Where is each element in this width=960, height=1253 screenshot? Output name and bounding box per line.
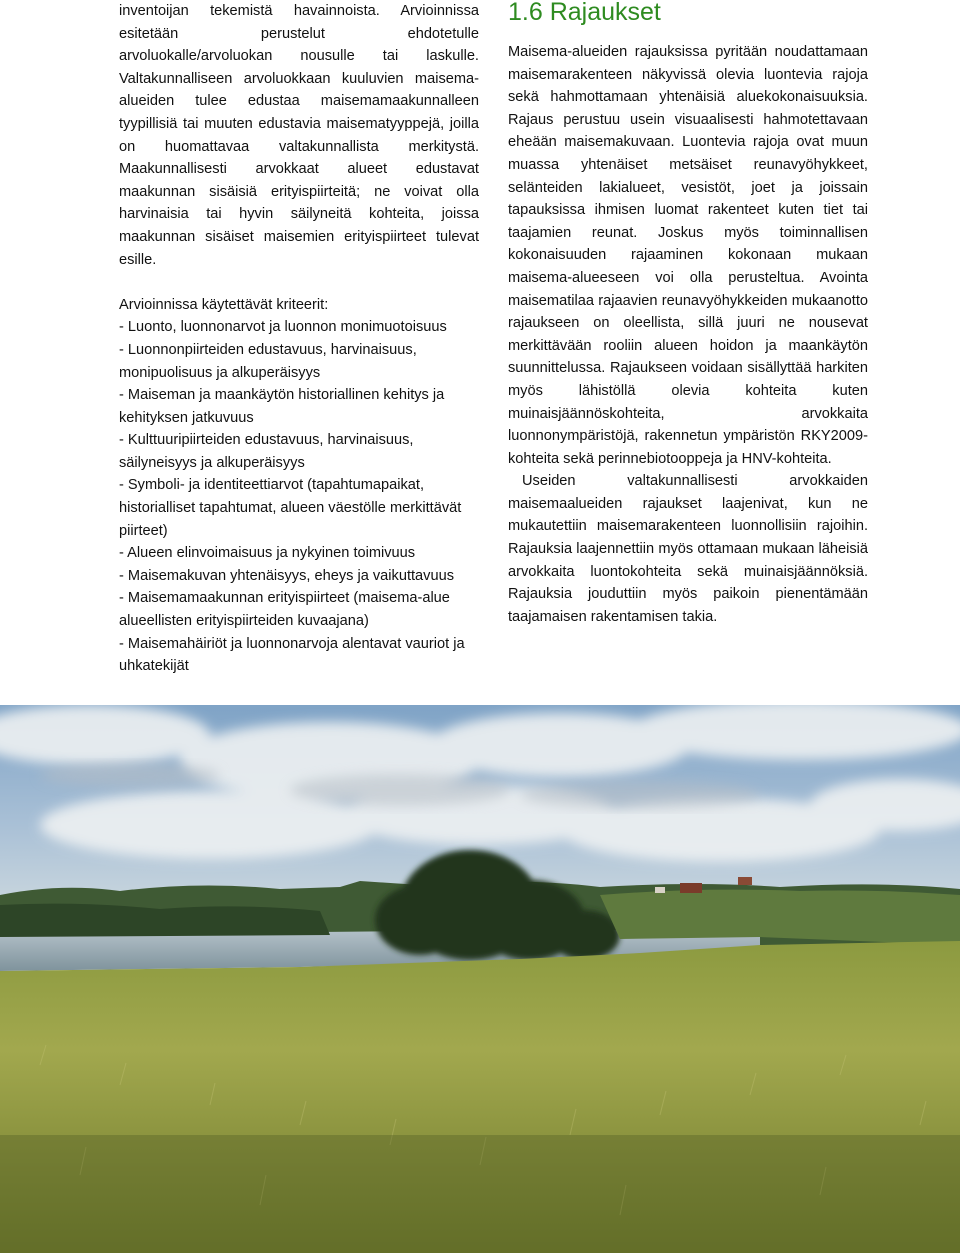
criteria-list	[119, 316, 479, 678]
boundaries-paragraph: Maisema-alueiden rajauksissa pyritään noudattamaan maisemarakenteen näkyvissä olevia luontevia rajoja sekä hahmottamaan yhtenäisiä aluekokonaisuuksia. Rajaus perustuu usein visuaalisesti hahmotettavaan eheään maisemakuvaan. Luontevia rajoja ovat muun muassa yhtenäiset metsäiset reunavyöhykkeet, selänteiden lakialueet, vesistöt, joet ja joissain tapauksissa ihmisen luomat rakenteet kuten tiet tai taajamien reunat. Joskus myös toiminnallisen kokonaisuuden rajaaminen kokonaan mukaan maisema-alueeseen voi olla perusteltua. Avointa maisematilaa rajaavien reunavyöhykkeiden mukaanotto rajaukseen on oleellista, sillä juuri ne nousevat merkittävään rooliin alueen hoidon ja maankäytön suunnittelussa. Rajaukseen voidaan sisällyttää harkiten myös lähistöllä olevia kohteita kuten muinaisjäännöskohteita, arvokkaita luonnonympäristöjä, rakennetun ympäristön RKY2009-kohteita sekä perinnebiotooppeja ja HNV-kohteita.	[508, 44, 868, 467]
criteria-item: - Maiseman ja maankäytön historiallinen kehitys ja kehityksen jatkuvuus	[119, 387, 445, 426]
criteria-intro: Arvioinnissa käytettävät kriteerit:	[119, 296, 329, 313]
criteria-item: - Maisemakuvan yhtenäisyys, eheys ja vaikuttavuus	[119, 567, 455, 584]
intro-paragraph: inventoijan tekemistä havainnoista. Arvioinnissa esitetään perustelut ehdotetulle arvoluokalle/arvoluokan nousulle tai laskulle. Valtakunnalliseen arvoluokkaan kuuluvien maisema-alueiden tulee edustaa maisemamaakunnalleen tyypillisiä tai muuten edustavia maisematyyppejä, joilla on huomattavaa valtakunnallista merkitystä. Maakunnallisesti arvokkaat alueet edustavat maakunnan sisäisiä erityispiirteitä; ne voivat olla harvinaisia tai hyvin säilyneitä kohteita, joissa maakunnan sisäiset maisemien erityispiirteet tulevat esille.	[119, 3, 479, 268]
section-heading: 1.6 Rajaukset	[508, 0, 661, 26]
criteria-item: - Symboli- ja identiteettiarvot (tapahtumapaikat, historialliset tapahtumat, alueen väestölle merkittävät piirteet)	[119, 477, 462, 539]
criteria-item: - Luonnonpiirteiden edustavuus, harvinaisuus, monipuolisuus ja alkuperäisyys	[119, 341, 417, 381]
expansion-paragraph: Useiden valtakunnallisesti arvokkaiden maisemaalueiden rajaukset laajenivat, kun ne mukautettiin maisemarakenteen luonnollisiin rajoihin. Rajauksia laajennettiin myös ottamaan mukaan läheisiä arvokkaita luontokohteita sekä muinaisjäännöksiä. Rajauksia jouduttiin myös paikoin pienentämään taajamaisen rakentamisen takia.	[508, 473, 868, 625]
criteria-item: - Kulttuuripiirteiden edustavuus, harvinaisuus, säilyneisyys ja alkuperäisyys	[119, 432, 414, 471]
criteria-item: - Maisemamaakunnan erityispiirteet (maisema-alue alueellisten erityispiirteiden kuvaajana)	[119, 590, 450, 630]
criteria-item: - Maisemahäiriöt ja luonnonarvoja alentavat vauriot ja uhkatekijät	[119, 635, 465, 675]
criteria-item: - Alueen elinvoimaisuus ja nykyinen toimivuus	[119, 545, 416, 562]
right-column	[508, 0, 868, 628]
left-column	[119, 0, 479, 678]
landscape-photo	[0, 705, 960, 1253]
criteria-item: - Luonto, luonnonarvot ja luonnon monimuotoisuus	[119, 319, 447, 336]
